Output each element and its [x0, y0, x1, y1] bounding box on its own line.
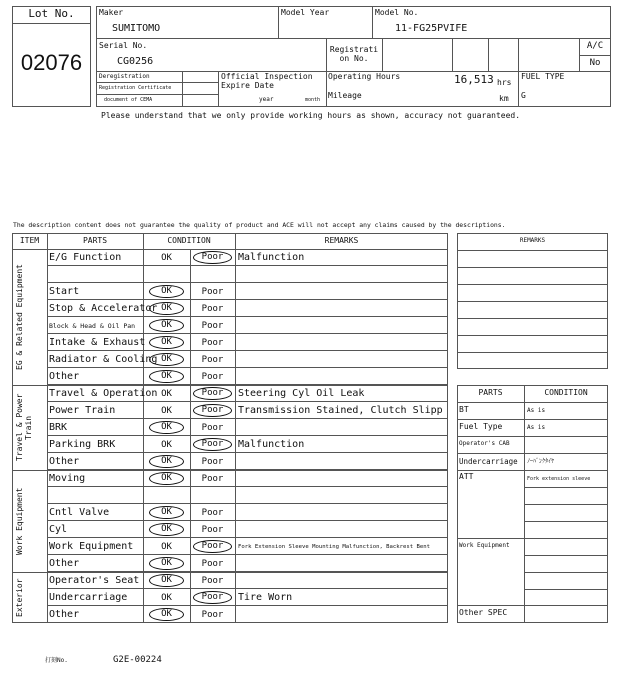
inspection-label: Official Inspection [221, 72, 313, 81]
ok-circled: OK [149, 336, 184, 349]
table-row [47, 487, 448, 504]
spec-other-label: Other SPEC [459, 608, 508, 617]
remark-text [238, 487, 446, 504]
poor-option[interactable] [190, 300, 235, 317]
part-name: Other [49, 456, 80, 467]
part-name: Radiator & Cooling [49, 354, 158, 365]
maker-label: Maker [99, 8, 124, 17]
deregistration-label: Deregistration [99, 73, 150, 80]
mileage-label: Mileage [328, 91, 362, 100]
poor-label: Poor [201, 609, 224, 620]
stamp-label: 打刻No. [45, 657, 68, 664]
remark-text [238, 283, 446, 300]
hrs-unit: hrs [497, 78, 512, 87]
ok-option[interactable] [143, 351, 190, 368]
part-name: Block & Head & Oil Pan [49, 321, 136, 330]
table-row [47, 419, 448, 436]
operating-hours-label: Operating Hours [328, 72, 401, 81]
part-name: Cntl Valve [49, 507, 110, 518]
remark-text [238, 334, 446, 351]
poor-circled: Poor [193, 591, 233, 604]
year-label: year [259, 96, 274, 103]
part-name [49, 487, 143, 504]
table-row [47, 334, 448, 351]
remark-text: Steering Cyl Oil Leak [238, 388, 365, 399]
ok-circled: OK [149, 506, 184, 519]
spec-work-label: Work Equipment [459, 542, 510, 549]
ok-circled: OK [149, 608, 184, 621]
ok-circled: OK [149, 455, 184, 468]
table-row [47, 317, 448, 334]
poor-label: Poor [201, 337, 224, 348]
table-row [47, 538, 448, 555]
remark-text: Fork Extension Sleeve Mounting Malfunction, Backrest Bent [238, 543, 430, 550]
ok-label: OK [161, 541, 172, 552]
model-year-label: Model Year [281, 8, 330, 17]
ok-option[interactable] [143, 538, 190, 555]
poor-option[interactable] [190, 589, 235, 606]
poor-label: Poor [201, 456, 224, 467]
ok-option[interactable] [143, 606, 190, 623]
remark-text [238, 317, 446, 334]
group-label-exterior: Exterior [15, 578, 24, 617]
poor-option[interactable] [190, 334, 235, 351]
ok-option[interactable] [143, 385, 190, 402]
part-name [49, 266, 143, 283]
poor-option[interactable] [190, 572, 235, 589]
group-label-travel [16, 385, 44, 470]
table-row [47, 385, 448, 402]
table-row [47, 351, 448, 368]
ok-option[interactable] [143, 453, 190, 470]
part-name: Moving [49, 473, 86, 484]
serial-value: CG0256 [117, 56, 154, 67]
ok-circled: OK [149, 574, 184, 587]
spec-header-condition: CONDITION [544, 388, 588, 397]
ok-option[interactable] [143, 368, 190, 385]
table-row [47, 453, 448, 470]
ok-label: OK [161, 592, 172, 603]
poor-circled: Poor [193, 251, 233, 264]
poor-circled: Poor [193, 438, 233, 451]
poor-option[interactable] [190, 538, 235, 555]
ok-label: OK [161, 439, 172, 450]
poor-label: Poor [201, 473, 224, 484]
part-name: Work Equipment [49, 541, 134, 552]
remark-text [238, 470, 446, 487]
remark-text [238, 266, 446, 283]
remark-text [238, 351, 446, 368]
header-parts: PARTS [82, 236, 108, 245]
ok-option[interactable] [143, 589, 190, 606]
remark-text [238, 453, 446, 470]
poor-option[interactable] [190, 249, 235, 266]
poor-circled: Poor [193, 540, 233, 553]
table-row [47, 300, 448, 317]
table-row [47, 589, 448, 606]
poor-label: Poor [201, 371, 224, 382]
spec-att-value: Fork extension sleeve [527, 476, 591, 482]
ok-circled: OK [149, 302, 184, 315]
remark-text [238, 555, 446, 572]
table-row [47, 402, 448, 419]
serial-label: Serial No. [99, 41, 148, 50]
ok-option[interactable] [143, 317, 190, 334]
table-row [47, 521, 448, 538]
cema-label: document of CEMA [104, 97, 153, 103]
spec-bt-label: BT [459, 405, 469, 414]
part-name: Travel & Operation [49, 388, 158, 399]
part-name: Other [49, 371, 80, 382]
registration-label: Registrati [329, 45, 379, 54]
part-name: Parking BRK [49, 439, 116, 450]
ok-circled: OK [149, 472, 184, 485]
remark-text [238, 572, 446, 589]
poor-label: Poor [201, 354, 224, 365]
right-remarks-header: REMARKS [519, 237, 546, 244]
lot-label: Lot No. [28, 7, 75, 20]
ok-circled: OK [149, 285, 184, 298]
spec-att-label: ATT [459, 472, 474, 481]
poor-option[interactable] [190, 521, 235, 538]
poor-circled: Poor [193, 387, 233, 400]
remark-text: Malfunction [238, 439, 305, 450]
table-row [47, 606, 448, 623]
ok-circled: OK [149, 319, 184, 332]
remark-text: Transmission Stained, Clutch Slipp [238, 405, 443, 416]
poor-option[interactable] [190, 368, 235, 385]
part-name: Other [49, 609, 80, 620]
ok-option[interactable] [143, 300, 190, 317]
spec-bt-value: As is [527, 407, 546, 414]
poor-option[interactable] [190, 419, 235, 436]
disclaimer: The description content does not guarantee the quality of product and ACE will not accept any claims caused by the descriptions. [13, 221, 506, 229]
header-condition: CONDITION [167, 236, 211, 245]
poor-option[interactable] [190, 317, 235, 334]
poor-label: Poor [201, 422, 224, 433]
stamp-value: G2E-00224 [113, 655, 162, 665]
fuel-type-label: FUEL TYPE [521, 72, 565, 81]
ok-label: OK [161, 388, 172, 399]
ok-option[interactable] [143, 555, 190, 572]
ac-label: A/C [586, 41, 604, 51]
ok-option[interactable] [143, 470, 190, 487]
ac-value: No [589, 58, 601, 68]
part-name: BRK [49, 422, 68, 433]
ok-option[interactable] [143, 504, 190, 521]
spec-undercarriage-value: ﾉｰﾊﾞﾝｸﾀｲﾔ [527, 458, 555, 465]
ok-circled: OK [149, 557, 184, 570]
remark-text: Malfunction [238, 252, 305, 263]
remark-text [238, 419, 446, 436]
ok-label: OK [161, 252, 172, 263]
poor-label: Poor [201, 320, 224, 331]
ok-circled: OK [149, 353, 184, 366]
table-row [47, 266, 448, 283]
table-row [47, 249, 448, 266]
ok-option[interactable] [143, 572, 190, 589]
model-no-label: Model No. [375, 8, 419, 17]
header-remarks: REMARKS [324, 236, 359, 245]
km-unit: km [499, 94, 509, 103]
poor-label: Poor [201, 507, 224, 518]
poor-circled: Poor [193, 404, 233, 417]
part-name: Other [49, 558, 80, 569]
inspection-label-2: Expire Date [221, 81, 274, 90]
ok-option[interactable] [143, 334, 190, 351]
table-row [47, 572, 448, 589]
table-row [47, 283, 448, 300]
poor-option[interactable] [190, 555, 235, 572]
fuel-type-value: G [521, 91, 526, 100]
poor-label: Poor [201, 303, 224, 314]
part-name: Cyl [49, 524, 68, 535]
table-row [47, 504, 448, 521]
registration-label-2: on No. [339, 54, 369, 63]
ok-circled: OK [149, 370, 184, 383]
poor-label: Poor [201, 558, 224, 569]
poor-option[interactable] [190, 402, 235, 419]
spec-fuel-label: Fuel Type [459, 422, 503, 431]
poor-option[interactable] [190, 606, 235, 623]
ok-option[interactable] [143, 521, 190, 538]
group-label-work: Work Equipment [15, 487, 24, 555]
ok-option[interactable] [143, 249, 190, 266]
ok-circled: OK [149, 523, 184, 536]
poor-option[interactable] [190, 351, 235, 368]
poor-option[interactable] [190, 504, 235, 521]
poor-option[interactable] [190, 385, 235, 402]
spec-fuel-value: As is [527, 424, 546, 431]
poor-option[interactable] [190, 470, 235, 487]
part-name: Power Train [49, 405, 116, 416]
poor-label: Poor [201, 286, 224, 297]
part-name: Start [49, 286, 80, 297]
registration-certificate-label: Registration Certificate [99, 85, 172, 91]
hours-notice: Please understand that we only provide working hours as shown, accuracy not guaranteed. [101, 111, 521, 120]
month-label: month [305, 97, 321, 103]
poor-option[interactable] [190, 436, 235, 453]
poor-option[interactable] [190, 283, 235, 300]
part-name: Stop & Accelerator [49, 303, 158, 314]
part-name: E/G Function [49, 252, 122, 263]
ok-option[interactable] [143, 436, 190, 453]
table-row [47, 368, 448, 385]
remark-text [238, 368, 446, 385]
operating-hours-value: 16,513 [454, 73, 494, 86]
poor-label: Poor [201, 524, 224, 535]
part-name: Undercarriage [49, 592, 128, 603]
remark-text [238, 521, 446, 538]
lot-number: 02076 [20, 50, 83, 75]
model-no-value: 11-FG25PVIFE [395, 23, 468, 34]
ok-circled: OK [149, 421, 184, 434]
maker-value: SUMITOMO [112, 23, 161, 34]
part-name: Operator's Seat [49, 575, 140, 586]
poor-label: Poor [201, 575, 224, 586]
part-name: Intake & Exhaust [49, 337, 146, 348]
poor-option[interactable] [190, 453, 235, 470]
header-item: ITEM [19, 236, 40, 245]
spec-cab-label: Operator's CAB [459, 440, 510, 447]
table-row [47, 555, 448, 572]
remark-text [238, 504, 446, 521]
ok-label: OK [161, 405, 172, 416]
remark-text [238, 606, 446, 623]
ok-option[interactable] [143, 283, 190, 300]
ok-option[interactable] [143, 419, 190, 436]
group-label-eg: EG & Related Equipment [15, 264, 24, 370]
remark-text [238, 300, 446, 317]
table-row [47, 470, 448, 487]
ok-option[interactable] [143, 402, 190, 419]
remark-text: Tire Worn [238, 592, 293, 603]
group-label-travel-text: Travel & Power Train [15, 393, 33, 462]
spec-header-parts: PARTS [478, 388, 503, 397]
table-row [47, 436, 448, 453]
spec-undercarriage-label: Undercarriage [459, 457, 518, 466]
